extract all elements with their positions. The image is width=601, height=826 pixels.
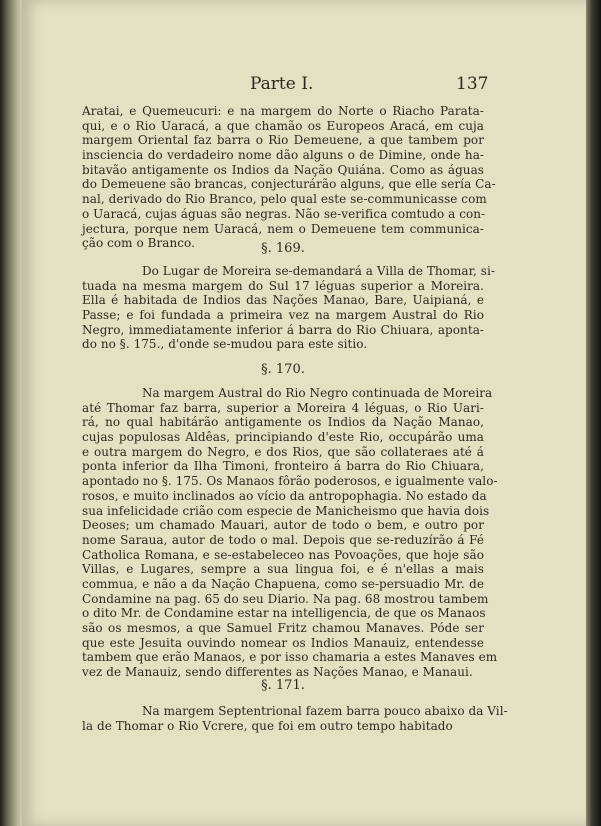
text-line: nome Saraua, autor de todo o mal. Depois que se-reduzírão á Fé bbox=[82, 532, 484, 547]
text-line: bitavão antigamente os Indios da Nação Quiána. Como as águas bbox=[82, 162, 484, 177]
section-number: §. 171. bbox=[261, 678, 305, 693]
text-line: Catholica Romana, e se-estabeleceo nas Povoações, que hoje são bbox=[82, 547, 484, 562]
text-line: margem Oriental faz barra o Rio Demeuene, a que tambem por bbox=[82, 133, 484, 148]
paragraph bbox=[82, 704, 508, 733]
text-line: la de Thomar o Rio Vcrere, que foi em outro tempo habitado bbox=[82, 718, 453, 733]
text-line: que este Jesuita ouvindo nomear os Indios Manauiz, entendesse bbox=[82, 635, 484, 650]
text-line: Villas, e Lugares, sempre a sua linguа foi, e é n'ellas a mais bbox=[82, 562, 484, 577]
text-line: são os mesmos, a que Samuel Fritz chamou Manaves. Póde ser bbox=[82, 621, 484, 635]
text-line: cujas populosas Aldêas, principiando d'este Rio, occupárão uma bbox=[82, 430, 484, 445]
running-title: Parte I. bbox=[250, 74, 314, 94]
text-line: Do Lugar de Moreira se-demandará a Villa de Thomar, si- bbox=[142, 264, 495, 278]
text-line: tambem que erão Manaos, e por isso chamaria a estes Manaves em bbox=[82, 650, 498, 665]
page-header bbox=[22, 74, 590, 98]
book-page bbox=[22, 0, 590, 826]
text-line: Negro, immediatamente inferior á barra do Rio Chiuara, aponta- bbox=[82, 322, 484, 337]
text-line: Na margem Austral do Rio Negro continuada de Moreira bbox=[142, 386, 493, 400]
text-line: Na margem Septentrional fazem barra pouco abaixo da Vil- bbox=[142, 704, 508, 718]
text-line: vez de Manauiz, sendo differentes as Nações Manao, e Manaui. bbox=[82, 665, 473, 680]
book-spine-shadow bbox=[0, 0, 22, 826]
text-line: Passe; e foi fundada a primeira vez na margem Austral do Rio bbox=[82, 308, 484, 323]
text-line: do Demeuene são brancas, conjecturárão alguns, que elle sería Ca- bbox=[82, 177, 496, 192]
paragraph bbox=[82, 386, 498, 680]
text-line: commua, e não a da Nação Chapuena, como se-persuadio Mr. de bbox=[82, 576, 484, 591]
paragraph bbox=[82, 104, 496, 251]
paragraph bbox=[82, 264, 495, 352]
text-line: Deoses; um chamado Mauari, autor de todo o bem, e outro por bbox=[82, 518, 484, 533]
text-line: e outra margem do Negro, e dos Rios, que são collateraes até á bbox=[82, 444, 484, 459]
text-line: Aratai, e Quemeucuri: e na margem do Norte o Riacho Parata- bbox=[82, 104, 484, 118]
text-line: rá, no qual habitárão antigamente os Indios da Nação Manao, bbox=[82, 415, 484, 430]
text-line: o dito Mr. de Condamine estar na intelligencia, de que os Manaos bbox=[82, 606, 486, 621]
text-line: tuada na mesma margem do Sul 17 léguas superior a Moreira. bbox=[82, 278, 484, 293]
section-number: §. 169. bbox=[261, 241, 305, 256]
text-line: Ella é habitada de Indios das Nações Manao, Bare, Uaipianá, e bbox=[82, 293, 484, 308]
text-line: qui, e o Rio Uaracá, a que chamão os Europeos Aracá, em cuja bbox=[82, 118, 484, 133]
text-line: até Thomar faz barra, superior a Moreira 4 léguas, o Rio Uari- bbox=[82, 400, 484, 415]
text-line: ção com o Branco. bbox=[82, 236, 195, 251]
text-line: do no §. 175., d'onde se-mudou para este sitio. bbox=[82, 337, 368, 352]
text-line: rosos, e muito inclinados ao vício da antropophagia. No estado da bbox=[82, 488, 487, 503]
text-line: Condamine na pag. 65 do seu Diario. Na pag. 68 mostrou tambem bbox=[82, 591, 489, 606]
text-line: sua infelicidade crião com especie de Manicheismo que havia dois bbox=[82, 503, 490, 518]
page-number: 137 bbox=[456, 74, 489, 94]
text-line: apontado no §. 175. Os Manaos fôrão poderosos, e igualmente valo- bbox=[82, 474, 498, 489]
section-number: §. 170. bbox=[261, 362, 305, 377]
text-line: nal, derivado do Rio Branco, pelo qual este se-communicasse com bbox=[82, 192, 487, 207]
text-line: ponta inferior da Ilha Timoni, fronteiro á barra do Rio Chiuara, bbox=[82, 459, 484, 474]
text-line: insciencia do verdadeiro nome dão alguns o de Dimine, onde ha- bbox=[82, 148, 484, 163]
page-edge-shadow bbox=[586, 0, 601, 826]
text-line: o Uaracá, cujas águas são negras. Não se-verifica comtudo a con- bbox=[82, 206, 486, 221]
text-line: jectura, porque nem Uaracá, nem o Demeuene tem communica- bbox=[82, 221, 484, 236]
